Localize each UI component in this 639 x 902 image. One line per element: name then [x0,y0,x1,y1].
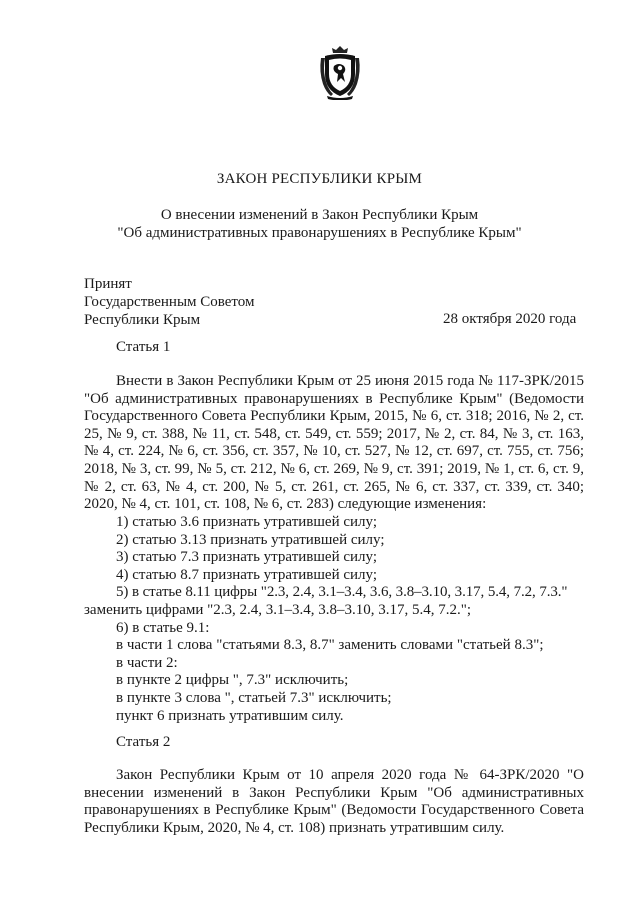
list-item: в части 1 слова "статьями 8.3, 8.7" заменить словами "статьей 8.3"; [116,637,544,654]
adoption-line: Государственным Советом [84,294,255,310]
adoption-block [84,275,255,329]
list-item: 3) статью 7.3 признать утратившей силу; [116,549,377,566]
article-1-heading: Статья 1 [116,339,171,355]
article-1-items [84,514,586,725]
list-item: 4) статью 8.7 признать утратившей силу; [116,566,377,583]
subtitle-line: "Об административных правонарушениях в Республике Крым" [117,225,522,241]
article-2-text: Закон Республики Крым от 10 апреля 2020 года № 64-ЗРК/2020 "О внесении изменений в Закон Республики Крым "Об административных правонарушениях в Республике Крым" (Ведомости Государственного Совета Республики Крым, 2020, № 4, ст. 108) признать утратившим силу. [84,767,584,836]
list-item: заменить цифрами "2.3, 2.4, 3.1–3.4, 3.8–3.10, 3.17, 5.4, 7.2."; [84,601,472,618]
article-2-heading: Статья 2 [116,734,171,750]
list-item: 5) в статье 8.11 цифры "2.3, 2.4, 3.1–3.4, 3.6, 3.8–3.10, 3.17, 5.4, 7.2, 7.3." [116,584,568,601]
list-item: в пункте 3 слова ", статьей 7.3" исключить; [116,689,392,706]
crimea-coat-of-arms-icon [317,44,363,100]
adoption-line: Республики Крым [84,312,201,328]
list-item: 2) статью 3.13 признать утратившей силу; [116,531,385,548]
list-item: в пункте 2 цифры ", 7.3" исключить; [116,672,349,689]
list-item: 6) в статье 9.1: [116,619,210,636]
subtitle-line: О внесении изменений в Закон Республики Крым [160,207,479,223]
article-1-intro: Внести в Закон Республики Крым от 25 июня 2015 года № 117-ЗРК/2015 "Об административных правонарушениях в Республике Крым" (Ведомости Государственного Совета Республики Крым, 2015, № 6, ст. 318; 2016, № 2, ст. 25, № 9, ст. 388, № 11, ст. 548, ст. 549, ст. 559; 2017, № 2, ст. 84, № 3, ст. 163, № 4, ст. 224, № 6, ст. 356, ст. 357, № 10, ст. 527, № 12, ст. 697, ст. 755, ст. 756; 2018, № 3, ст. 99, № 5, ст. 212, № 6, ст. 269, № 9, ст. 391; 2019, № 1, ст. 6, ст. 9, № 2, ст. 63, № 4, ст. 200, № 5, ст. 261, ст. 265, № 6, ст. 337, ст. 339, ст. 340; 2020, № 4, ст. 101, ст. 108, № 6, ст. 283) следующие изменения: [84,373,584,513]
law-subtitle [0,206,639,242]
adoption-line: Принят [84,276,132,292]
list-item: в части 2: [116,654,178,671]
law-title: ЗАКОН РЕСПУБЛИКИ КРЫМ [216,171,423,187]
list-item: 1) статью 3.6 признать утратившей силу; [116,514,377,530]
list-item: пункт 6 признать утратившим силу. [116,707,344,724]
adoption-date: 28 октября 2020 года [443,311,577,327]
